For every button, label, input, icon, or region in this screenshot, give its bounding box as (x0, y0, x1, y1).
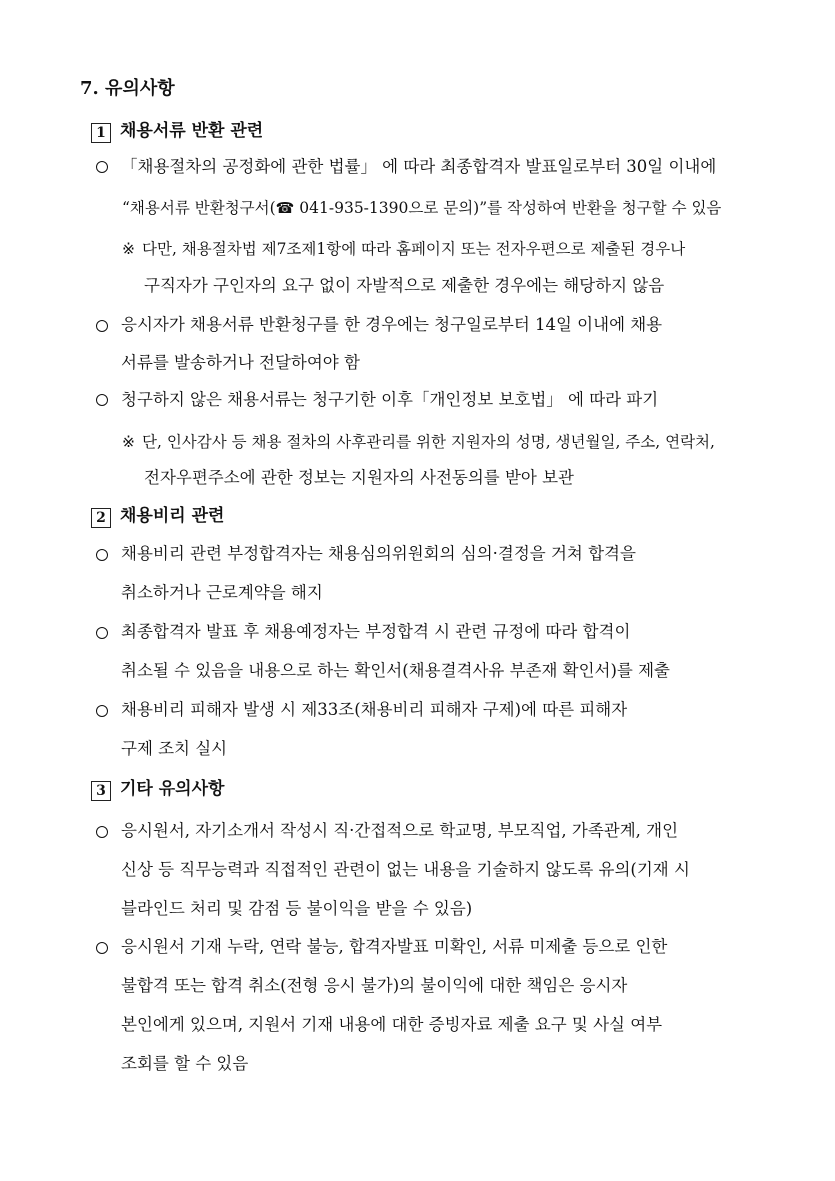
text-line: 응시원서, 자기소개서 작성시 직·간접적으로 학교명, 부모직업, 가족관계, 개인 (121, 821, 679, 840)
note-mark: ※ (122, 240, 135, 258)
phone-icon: ☎ (275, 199, 295, 217)
text-line: 서류를 발송하거나 전달하여야 함 (121, 353, 360, 372)
text-line: 청구하지 않은 채용서류는 청구기한 이후「개인정보 보호법」 에 따라 파기 (121, 390, 659, 409)
text-line: 조회를 할 수 있음 (121, 1054, 249, 1073)
text-line: 응시원서 기재 누락, 연락 불능, 합격자발표 미확인, 서류 미제출 등으로 인한 (121, 937, 668, 956)
text-line: 채용비리 관련 부정합격자는 채용심의위원회의 심의·결정을 거쳐 합격을 (121, 544, 636, 563)
bullet-circle-icon (96, 942, 108, 954)
text-line: 구제 조치 실시 (121, 739, 228, 758)
section-title: 기타 유의사항 (120, 779, 225, 799)
note-line: 전자우편주소에 관한 정보는 지원자의 사전동의를 받아 보관 (144, 468, 574, 487)
section-1-heading (91, 120, 263, 143)
text-line: 「채용절차의 공정화에 관한 법률」 에 따라 최종합격자 발표일로부터 30일 이내에 (121, 157, 717, 176)
section-2-heading (91, 505, 224, 528)
bullet-circle-icon (96, 161, 108, 173)
text-line: 취소하거나 근로계약을 해지 (121, 583, 323, 602)
text-line: 채용비리 피해자 발생 시 제33조(채용비리 피해자 구제)에 따른 피해자 (121, 700, 628, 719)
bullet-circle-icon (96, 394, 108, 406)
section-number: 1 (91, 123, 111, 143)
bullet-circle-icon (96, 705, 108, 717)
note-line: ※ 단, 인사감사 등 채용 절차의 사후관리를 위한 지원자의 성명, 생년월일, 주소, 연락처, (122, 433, 715, 451)
text-line: “채용서류 반환청구서(☎ 041-935-1390으로 문의)”를 작성하여 반환을 청구할 수 있음 (122, 199, 722, 217)
text-line: 취소될 수 있음을 내용으로 하는 확인서(채용결격사유 부존재 확인서)를 제출 (121, 661, 670, 680)
text-line: 블라인드 처리 및 감점 등 불이익을 받을 수 있음) (121, 899, 473, 918)
section-number: 2 (91, 508, 111, 528)
page-title: 7. 유의사항 (80, 78, 175, 99)
text-line: 최종합격자 발표 후 채용예정자는 부정합격 시 관련 규정에 따라 합격이 (121, 622, 631, 641)
text-line: 불합격 또는 합격 취소(전형 응시 불가)의 불이익에 대한 책임은 응시자 (121, 976, 628, 995)
bullet-circle-icon (96, 826, 108, 838)
note-line: 구직자가 구인자의 요구 없이 자발적으로 제출한 경우에는 해당하지 않음 (144, 276, 665, 295)
note-mark: ※ (122, 433, 135, 451)
text-line: 응시자가 채용서류 반환청구를 한 경우에는 청구일로부터 14일 이내에 채용 (121, 315, 663, 334)
text-line: 본인에게 있으며, 지원서 기재 내용에 대한 증빙자료 제출 요구 및 사실 여부 (121, 1015, 663, 1034)
section-title: 채용서류 반환 관련 (120, 121, 264, 141)
note-line: ※ 다만, 채용절차법 제7조제1항에 따라 홈페이지 또는 전자우편으로 제출된 경우나 (122, 240, 686, 258)
bullet-circle-icon (96, 549, 108, 561)
section-title: 채용비리 관련 (120, 506, 225, 526)
section-number: 3 (91, 781, 111, 801)
bullet-circle-icon (96, 320, 108, 332)
bullet-circle-icon (96, 627, 108, 639)
text-line: 신상 등 직무능력과 직접적인 관련이 없는 내용을 기술하지 않도록 유의(기재 시 (121, 860, 690, 879)
section-3-heading (91, 778, 224, 801)
